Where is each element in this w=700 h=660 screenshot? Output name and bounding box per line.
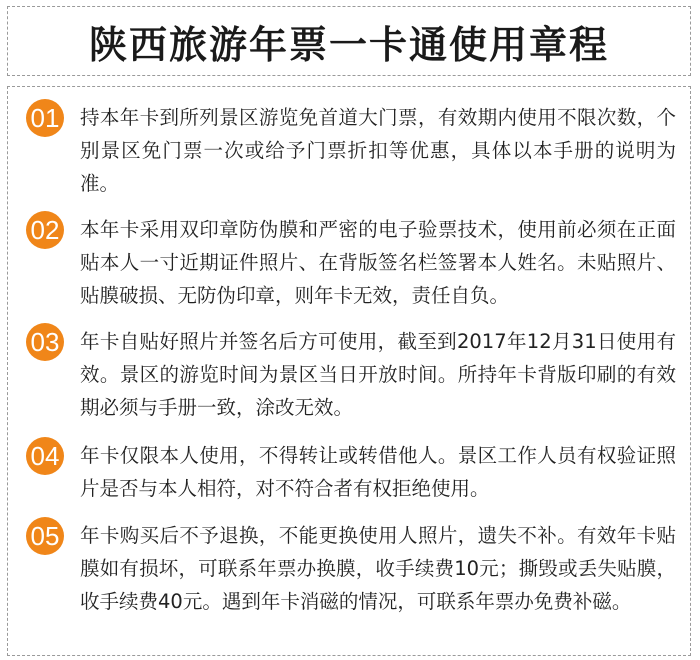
number-badge: 04 bbox=[26, 437, 64, 475]
number-badge: 05 bbox=[26, 517, 64, 555]
rule-text: 年卡自贴好照片并签名后方可使用，截至到2017年12月31日使用有效。景区的游览时间为景区当日开放时间。所持年卡背版印刷的有效期必须与手册一致，涂改无效。 bbox=[80, 330, 676, 419]
rule-text: 本年卡采用双印章防伪膜和严密的电子验票技术，使用前必须在正面贴本人一寸近期证件照片、在背版签名栏签署本人姓名。未贴照片、贴膜破损、无防伪印章，则年卡无效，责任自负。 bbox=[80, 218, 676, 307]
rule-text: 年卡购买后不予退换，不能更换使用人照片，遗失不补。有效年卡贴膜如有损坏，可联系年票办换膜，收手续费10元；撕毁或丢失贴膜，收手续费40元。遇到年卡消磁的情况，可联系年票办免费补磁。 bbox=[80, 524, 676, 613]
rule-text: 年卡仅限本人使用，不得转让或转借他人。景区工作人员有权验证照片是否与本人相符，对不符合者有权拒绝使用。 bbox=[80, 444, 676, 500]
number-badge: 02 bbox=[26, 211, 64, 249]
number-badge: 01 bbox=[26, 99, 64, 137]
number-badge: 03 bbox=[26, 323, 64, 361]
page-title: 陕西旅游年票一卡通使用章程 bbox=[88, 22, 609, 67]
rules-frame bbox=[7, 86, 691, 656]
title-frame bbox=[7, 6, 691, 76]
rule-text: 持本年卡到所列景区游览免首道大门票，有效期内使用不限次数，个别景区免门票一次或给予门票折扣等优惠，具体以本手册的说明为准。 bbox=[80, 106, 676, 195]
